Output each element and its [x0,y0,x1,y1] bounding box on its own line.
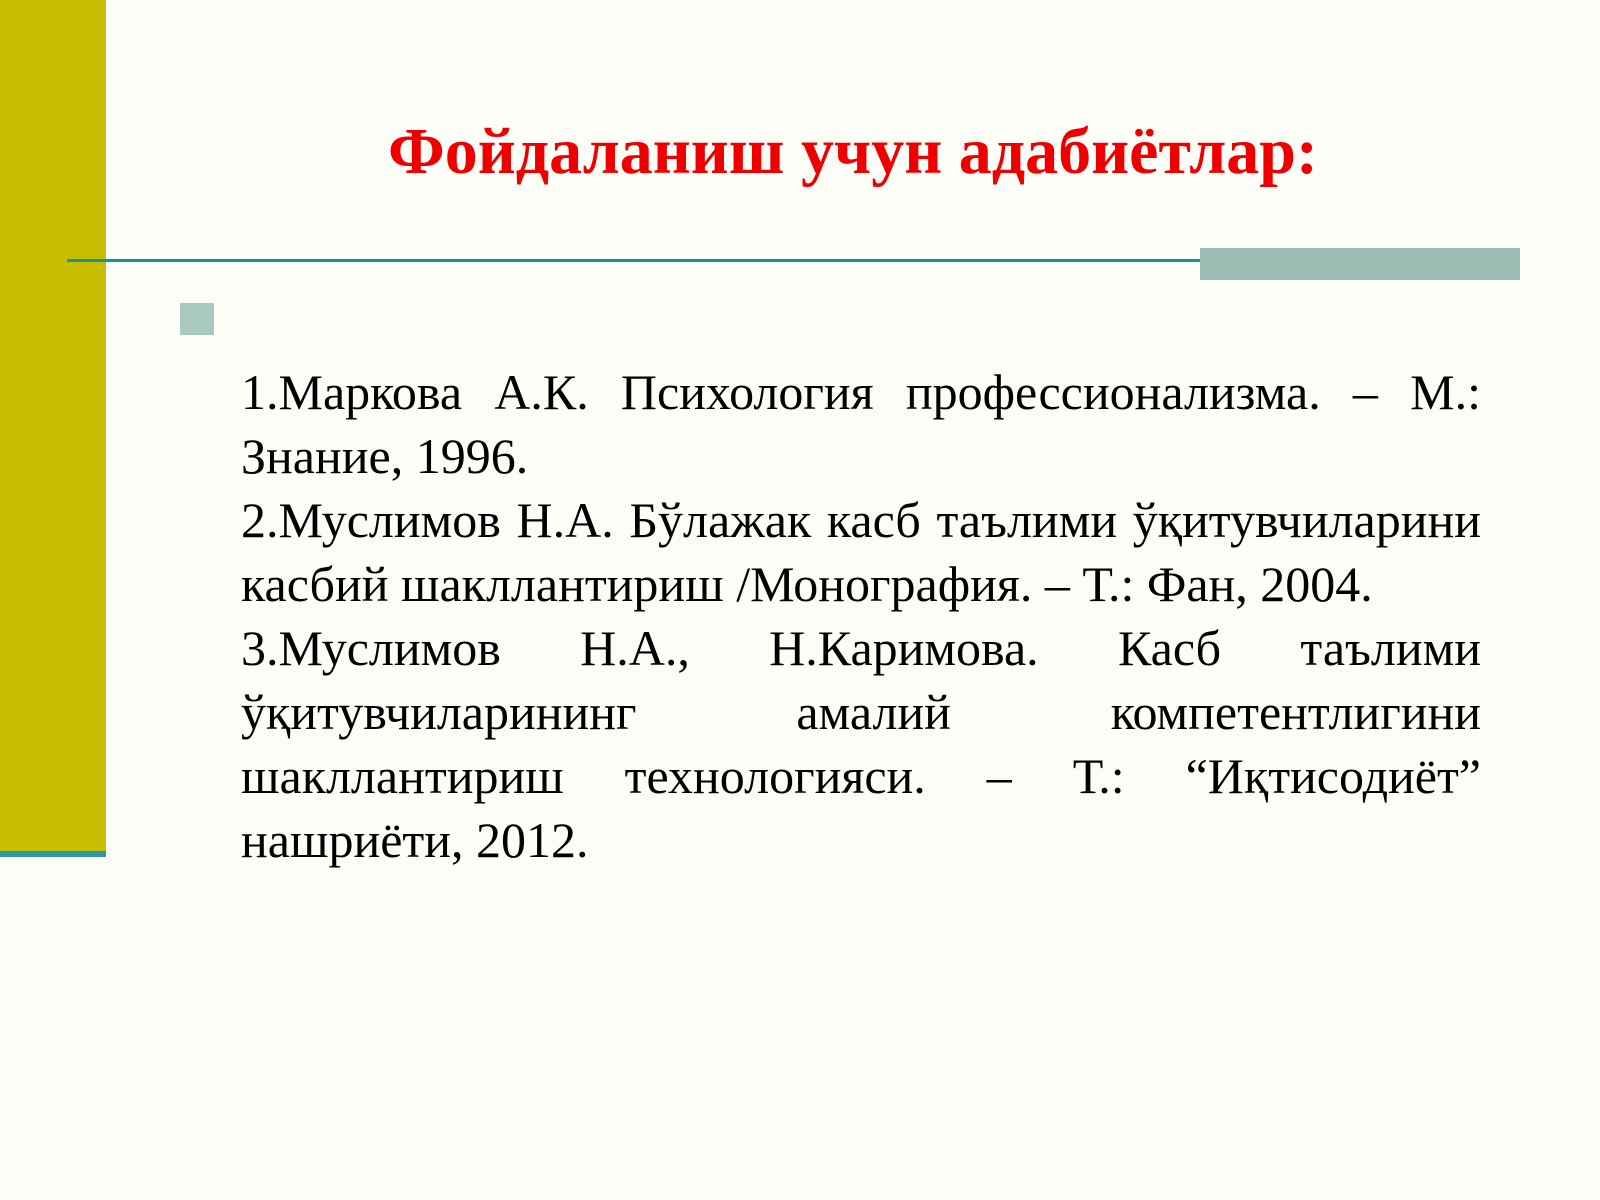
reference-item-2: 2.Муслимов Н.А. Бўлажак касб таълими ўқитувчиларини касбий шакллантириш /Монография. – Т.: Фан, 2004. [241,492,1481,612]
reference-list [241,360,1481,872]
reference-item-3: 3.Муслимов Н.А., Н.Каримова. Касб таълими ўқитувчиларининг амалий компетентлигини шакллантириш технологияси. – Т.: “Иқтисодиёт” нашриёти, 2012. [241,620,1481,868]
title-divider-block [1200,248,1520,280]
left-accent-bar [0,0,106,851]
reference-item-1: 1.Маркова А.К. Психология профессионализма. – М.: Знание, 1996. [241,364,1481,484]
square-bullet-icon [180,303,214,335]
slide-title: Фойдаланиш учун адабиётлар: [388,115,1318,188]
left-accent-bar-edge [0,851,106,857]
